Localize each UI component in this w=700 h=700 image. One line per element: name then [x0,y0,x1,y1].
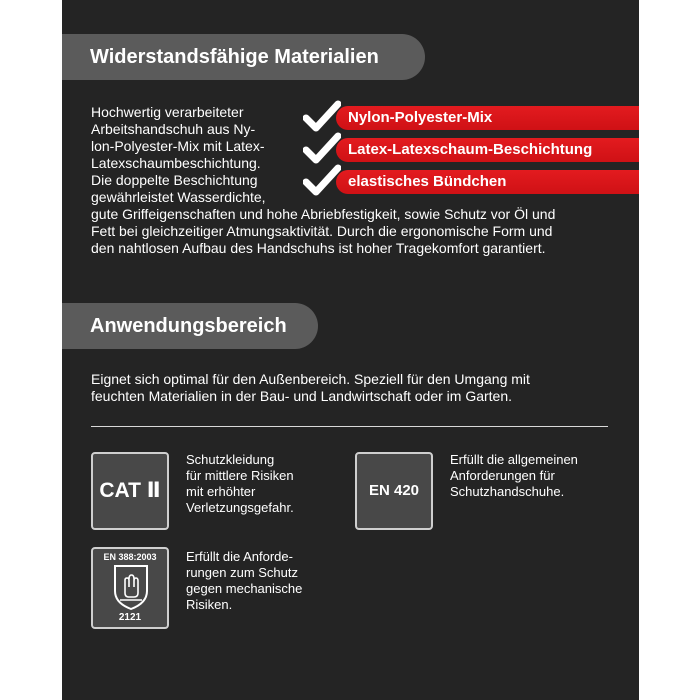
en388-code: 2121 [118,612,142,623]
section-header-materials: Widerstandsfähige Materialien [62,34,425,80]
en420-description: Erfüllt die allgemeinen Anforderungen für Schutzhandschuhe. [450,452,578,499]
en420-badge: EN 420 [355,452,433,530]
feature-label: Nylon-Polyester-Mix [336,106,639,130]
en388-description: Erfüllt die Anforde- rungen zum Schutz gegen mechanische Risiken. [186,549,303,612]
feature-label: elastisches Bündchen [336,170,639,194]
divider [91,426,608,427]
cat-ii-description: Schutzkleidung für mittlere Risiken mit erhöhter Verletzungsgefahr. [186,452,294,515]
checkmark-icon [303,132,341,166]
product-info-panel [62,0,639,700]
en388-badge [91,547,169,629]
intro-text-part2: gute Griffeigenschaften und hohe Abriebfestigkeit, sowie Schutz vor Öl und Fett bei gleichzeitiger Atmungsaktivität. Durch die ergonomische Form und den nahtlosen Aufbau des Handschuhs ist hoher Tragekomfort garantiert. [91,206,556,256]
section-header-usage: Anwendungsbereich [62,303,318,349]
intro-text-part1: Hochwertig verarbeiteter Arbeitshandschuh aus Ny- lon-Polyester-Mix mit Latex- Latexschaumbeschichtung. Die doppelte Beschichtung gewährleistet Wasserdichte, [91,104,266,205]
checkmark-icon [303,100,341,134]
glove-shield-icon [112,563,150,611]
checkmark-icon [303,164,341,198]
en388-label: EN 388:2003 [103,552,157,562]
feature-label: Latex-Latexschaum-Beschichtung [336,138,639,162]
usage-text: Eignet sich optimal für den Außenbereich. Speziell für den Umgang mit feuchten Materialien in der Bau- und Landwirtschaft oder im Garten. [91,371,530,404]
cat-ii-badge: CAT Ⅱ [91,452,169,530]
